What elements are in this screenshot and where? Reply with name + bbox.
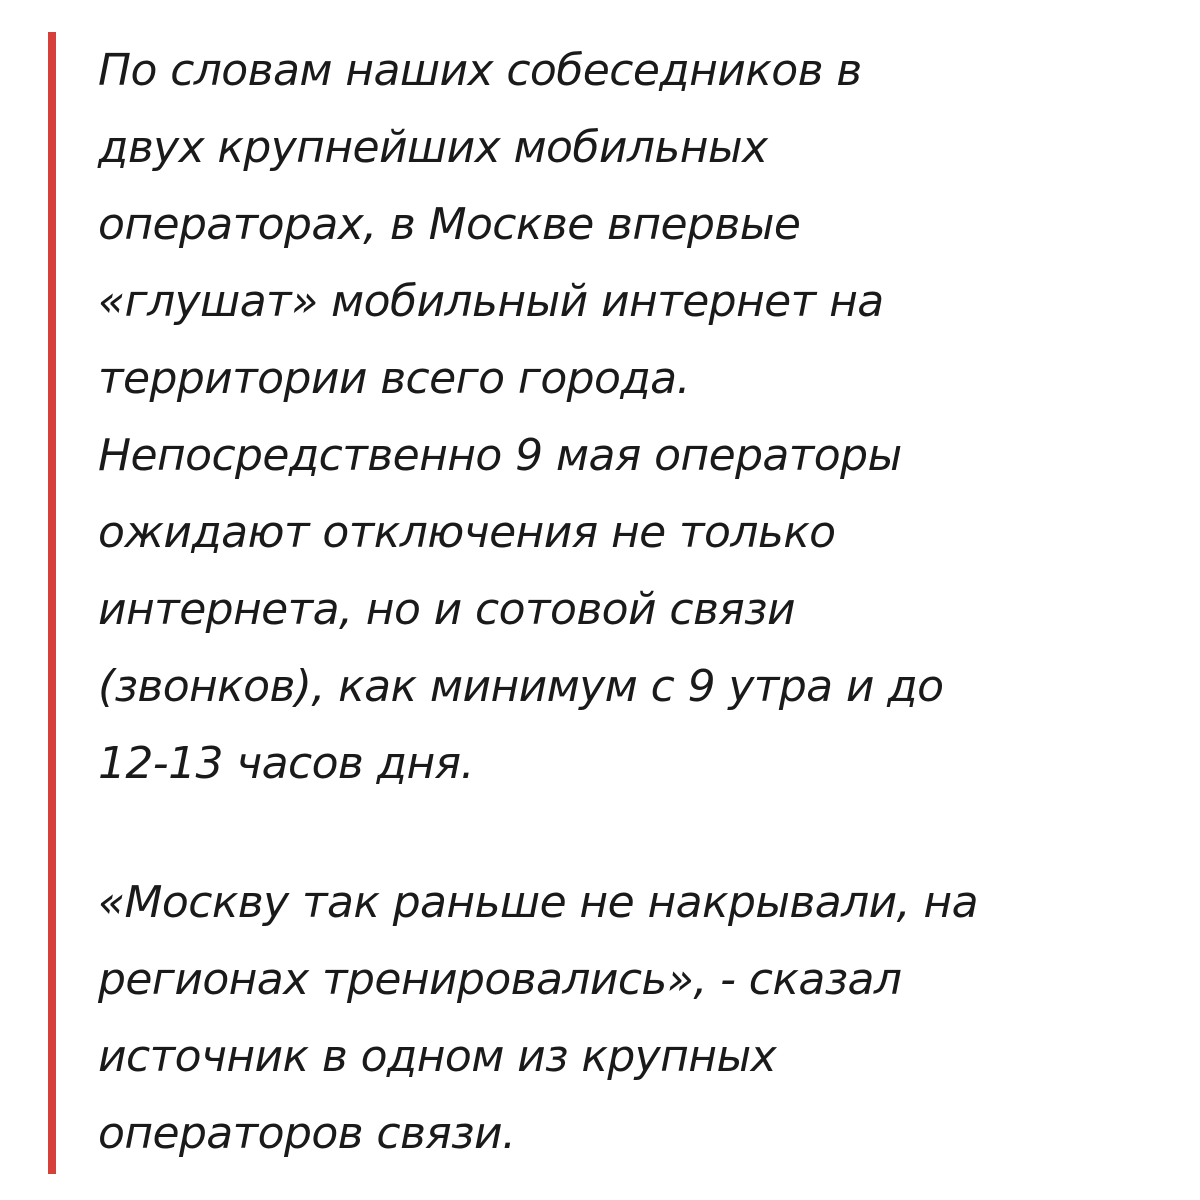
text-line: ожидают отключения не только <box>98 507 836 558</box>
text-line: двух крупнейших мобильных <box>98 122 768 173</box>
text-line: По словам наших собеседников в <box>98 45 862 96</box>
text-line: 12-13 часов дня. <box>98 738 474 789</box>
text-line: источник в одном из крупных <box>98 1031 777 1082</box>
paragraph-2 <box>98 864 1143 1172</box>
paragraph-1 <box>98 32 1143 802</box>
text-line: (звонков), как минимум с 9 утра и до <box>98 661 944 712</box>
text-line: регионах тренировались», - сказал <box>98 954 902 1005</box>
text-line: территории всего города. <box>98 353 690 404</box>
quote-block <box>48 32 1158 1174</box>
text-line: операторах, в Москве впервые <box>98 199 801 250</box>
text-line: «глушат» мобильный интернет на <box>98 276 884 327</box>
text-line: Непосредственно 9 мая операторы <box>98 430 902 481</box>
quote-text <box>98 32 1143 1172</box>
text-line: интернета, но и сотовой связи <box>98 584 795 635</box>
text-line: «Москву так раньше не накрывали, на <box>98 877 978 928</box>
text-line: операторов связи. <box>98 1108 516 1159</box>
quote-accent-bar <box>48 32 56 1174</box>
